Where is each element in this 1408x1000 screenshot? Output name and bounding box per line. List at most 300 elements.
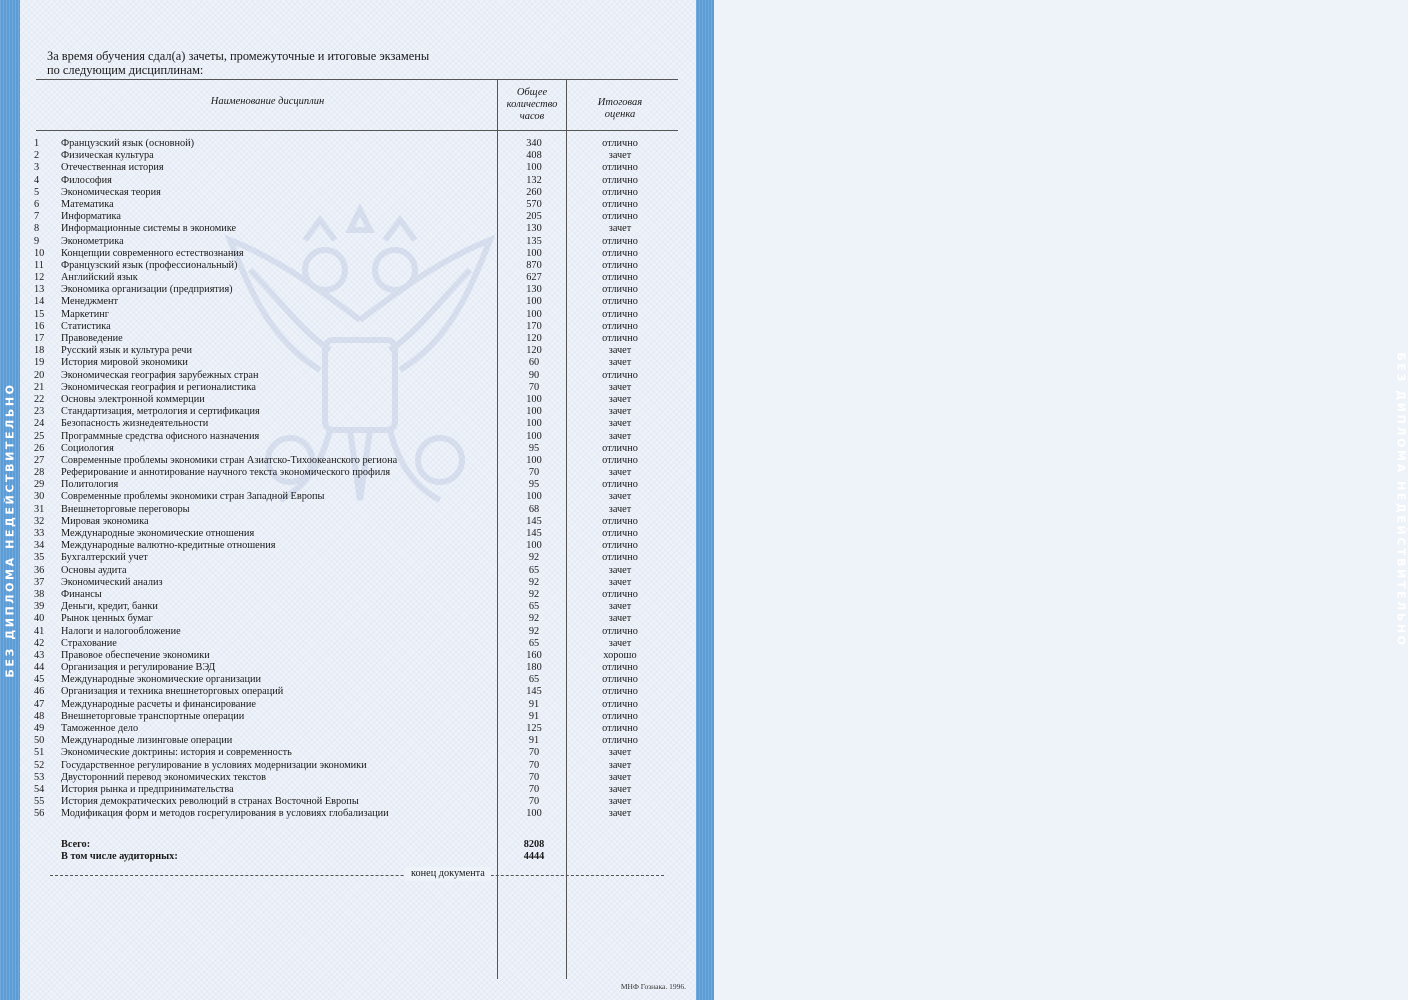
discipline-grade: отлично [602, 674, 638, 686]
discipline-grade: отлично [602, 588, 638, 600]
discipline-hours: 92 [528, 552, 540, 564]
row-number: 18 [34, 345, 45, 357]
row-number: 14 [34, 296, 45, 308]
discipline-hours: 70 [528, 381, 540, 393]
discipline-grade: отлично [602, 247, 638, 259]
discipline-hours: 100 [526, 418, 542, 430]
discipline-name: Безопасность жизнедеятельности [61, 418, 209, 430]
table-row [0, 808, 714, 820]
discipline-grade: зачет [608, 576, 632, 588]
discipline-hours: 60 [528, 357, 540, 369]
table-row [0, 601, 714, 613]
discipline-grade: зачет [608, 601, 632, 613]
discipline-hours: 100 [526, 540, 542, 552]
table-row [0, 321, 714, 333]
row-number: 53 [34, 771, 45, 783]
table-row [0, 699, 714, 711]
discipline-grade: отлично [602, 272, 638, 284]
table-row [0, 589, 714, 601]
discipline-name: Отечественная история [61, 162, 164, 174]
table-row [0, 626, 714, 638]
table-row [0, 284, 714, 296]
discipline-name: Информационные системы в экономике [61, 223, 237, 235]
discipline-grade: зачет [608, 771, 632, 783]
table-row [0, 650, 714, 662]
discipline-grade: отлично [602, 333, 638, 344]
discipline-hours: 205 [526, 211, 542, 223]
table-row [0, 345, 714, 357]
row-number: 48 [34, 710, 45, 722]
discipline-name: Организация и регулирование ВЭД [61, 662, 216, 674]
row-number: 23 [34, 406, 45, 418]
row-number: 2 [34, 150, 40, 162]
end-of-document-line [50, 875, 664, 876]
row-number: 41 [34, 625, 45, 637]
discipline-hours: 100 [526, 491, 542, 503]
discipline-grade: зачет [608, 637, 632, 649]
table-row [0, 504, 714, 516]
row-number: 26 [34, 442, 45, 454]
row-number: 17 [34, 333, 45, 344]
discipline-hours: 100 [526, 393, 542, 405]
discipline-grade: зачет [608, 418, 632, 430]
disciplines-table-body [0, 138, 714, 821]
table-row [0, 357, 714, 369]
discipline-name: Налоги и налогообложение [61, 625, 181, 637]
table-row [0, 175, 714, 187]
discipline-grade: зачет [608, 503, 632, 515]
discipline-name: Французский язык (основной) [61, 138, 195, 149]
discipline-grade: отлично [602, 162, 638, 174]
table-row [0, 248, 714, 260]
discipline-grade: зачет [608, 564, 632, 576]
row-number: 3 [34, 162, 40, 174]
table-row [0, 711, 714, 723]
table-row [0, 382, 714, 394]
left-band-text: БЕЗ ДИПЛОМА НЕДЕЙСТВИТЕЛЬНО [3, 382, 17, 678]
row-number: 9 [34, 235, 40, 247]
discipline-grade: зачет [608, 747, 632, 759]
discipline-grade: отлично [602, 235, 638, 247]
row-number: 50 [34, 735, 45, 747]
table-row [0, 784, 714, 796]
row-number: 38 [34, 588, 45, 600]
row-number: 39 [34, 601, 45, 613]
discipline-name: Информатика [61, 211, 121, 223]
row-number: 43 [34, 649, 45, 661]
table-row [0, 735, 714, 747]
discipline-hours: 135 [526, 235, 542, 247]
row-number: 45 [34, 674, 45, 686]
discipline-name: Двусторонний перевод экономических текстов [61, 771, 267, 783]
discipline-hours: 570 [526, 198, 542, 210]
discipline-name: Концепции современного естествознания [61, 247, 244, 259]
row-number: 49 [34, 723, 45, 734]
discipline-name: Внешнеторговые переговоры [61, 503, 190, 515]
discipline-grade: отлично [602, 308, 638, 320]
discipline-hours: 90 [528, 369, 540, 381]
heading-line-1: За время обучения сдал(а) зачеты, промежуточные и итоговые экзамены [47, 49, 430, 63]
row-number: 27 [34, 454, 45, 466]
discipline-name: Экономическая география и регионалистика [61, 381, 256, 393]
discipline-grade: отлично [602, 698, 638, 710]
discipline-name: Статистика [61, 320, 111, 332]
discipline-hours: 95 [528, 479, 540, 491]
discipline-name: Рынок ценных бумаг [61, 613, 153, 625]
discipline-name: Деньги, кредит, банки [61, 601, 158, 613]
table-row [0, 162, 714, 174]
table-row [0, 796, 714, 808]
table-row [0, 467, 714, 479]
discipline-hours: 145 [526, 528, 542, 539]
discipline-grade: зачет [608, 808, 632, 820]
discipline-name: Международные валютно-кредитные отношения [61, 540, 276, 552]
table-row [0, 565, 714, 577]
discipline-name: Мировая экономика [61, 515, 149, 527]
header-hours-line-2: количество [506, 99, 558, 110]
table-row [0, 772, 714, 784]
row-number: 4 [34, 174, 40, 186]
table-row [0, 272, 714, 284]
discipline-grade: отлично [602, 198, 638, 210]
discipline-hours: 92 [528, 613, 540, 625]
discipline-name: Основы электронной коммерции [61, 393, 205, 405]
discipline-grade: зачет [608, 345, 632, 357]
row-number: 55 [34, 796, 45, 808]
row-number: 47 [34, 698, 45, 710]
table-row [0, 187, 714, 199]
page-heading [47, 49, 487, 77]
discipline-name: Менеджмент [61, 296, 118, 308]
discipline-name: Физическая культура [61, 150, 154, 162]
table-row [0, 223, 714, 235]
row-number: 12 [34, 272, 45, 284]
table-row [0, 747, 714, 759]
table-row [0, 479, 714, 491]
discipline-hours: 145 [526, 686, 542, 698]
header-grade-line-2: оценка [604, 109, 636, 120]
discipline-name: Правовое обеспечение экономики [61, 649, 210, 661]
table-top-rule [36, 79, 678, 80]
row-number: 28 [34, 467, 45, 479]
table-row [0, 455, 714, 467]
total-hours-value: 8208 [523, 839, 545, 850]
table-row [0, 296, 714, 308]
row-number: 11 [34, 259, 44, 271]
discipline-name: История мировой экономики [61, 357, 188, 369]
discipline-hours: 100 [526, 406, 542, 418]
discipline-hours: 70 [528, 783, 540, 795]
discipline-hours: 100 [526, 162, 542, 174]
row-number: 46 [34, 686, 45, 698]
table-row [0, 516, 714, 528]
discipline-hours: 92 [528, 588, 540, 600]
discipline-name: Экономический анализ [61, 576, 163, 588]
discipline-grade: отлично [602, 686, 638, 698]
discipline-grade: отлично [602, 479, 638, 491]
row-number: 40 [34, 613, 45, 625]
discipline-hours: 132 [526, 174, 542, 186]
table-row [0, 431, 714, 443]
discipline-hours: 160 [526, 649, 542, 661]
discipline-hours: 70 [528, 467, 540, 479]
table-row [0, 540, 714, 552]
discipline-hours: 125 [526, 723, 542, 734]
printer-imprint: МНФ Гознака. 1996. [620, 982, 686, 991]
table-row [0, 236, 714, 248]
row-number: 51 [34, 747, 45, 759]
row-number: 22 [34, 393, 45, 405]
discipline-grade: отлично [602, 552, 638, 564]
discipline-name: Экономические доктрины: история и современность [61, 747, 292, 759]
discipline-grade: отлично [602, 320, 638, 332]
header-hours-line-1: Общее [516, 87, 548, 98]
discipline-grade: зачет [608, 491, 632, 503]
row-number: 34 [34, 540, 45, 552]
discipline-hours: 68 [528, 503, 540, 515]
discipline-hours: 180 [526, 662, 542, 674]
discipline-grade: отлично [602, 369, 638, 381]
table-row [0, 686, 714, 698]
table-row [0, 370, 714, 382]
discipline-name: Экономическая теория [61, 186, 161, 198]
row-number: 35 [34, 552, 45, 564]
discipline-name: Международные экономические отношения [61, 528, 255, 539]
discipline-name: Государственное регулирование в условиях модернизации экономики [61, 759, 367, 771]
table-row [0, 406, 714, 418]
table-row [0, 138, 714, 150]
row-number: 44 [34, 662, 45, 674]
discipline-hours: 100 [526, 308, 542, 320]
row-number: 19 [34, 357, 45, 369]
table-row [0, 760, 714, 772]
discipline-hours: 92 [528, 576, 540, 588]
discipline-hours: 70 [528, 747, 540, 759]
discipline-hours: 130 [526, 284, 542, 296]
discipline-name: Современные проблемы экономики стран Западной Европы [61, 491, 325, 503]
discipline-grade: отлично [602, 735, 638, 747]
table-row [0, 211, 714, 223]
discipline-hours: 340 [526, 138, 542, 149]
discipline-name: Английский язык [61, 272, 138, 284]
discipline-hours: 91 [528, 698, 540, 710]
discipline-grade: зачет [608, 381, 632, 393]
table-row [0, 723, 714, 735]
discipline-name: Маркетинг [61, 308, 109, 320]
discipline-hours: 627 [526, 272, 542, 284]
table-row [0, 662, 714, 674]
classroom-hours-label: В том числе аудиторных: [61, 851, 178, 862]
discipline-grade: зачет [608, 223, 632, 235]
header-hours-line-3: часов [519, 111, 545, 122]
table-row [0, 674, 714, 686]
row-number: 8 [34, 223, 40, 235]
discipline-grade: зачет [608, 150, 632, 162]
discipline-grade: отлично [602, 625, 638, 637]
discipline-grade: отлично [602, 186, 638, 198]
row-number: 24 [34, 418, 45, 430]
table-row [0, 260, 714, 272]
discipline-hours: 100 [526, 296, 542, 308]
discipline-grade: зачет [608, 430, 632, 442]
discipline-name: Экономическая география зарубежных стран [61, 369, 259, 381]
discipline-grade: отлично [602, 211, 638, 223]
discipline-name: Стандартизация, метрология и сертификация [61, 406, 260, 418]
discipline-name: Таможенное дело [61, 723, 139, 734]
table-row [0, 577, 714, 589]
discipline-hours: 870 [526, 259, 542, 271]
table-header-rule [36, 130, 678, 131]
discipline-hours: 260 [526, 186, 542, 198]
totals-values [497, 839, 571, 863]
discipline-hours: 91 [528, 735, 540, 747]
discipline-name: Французский язык (профессиональный) [61, 259, 238, 271]
classroom-hours-value: 4444 [523, 851, 545, 862]
header-grade-line-1: Итоговая [597, 97, 643, 108]
discipline-name: Организация и техника внешнеторговых операций [61, 686, 284, 698]
discipline-hours: 70 [528, 796, 540, 808]
row-number: 42 [34, 637, 45, 649]
discipline-grade: отлично [602, 540, 638, 552]
table-row [0, 309, 714, 321]
table-row [0, 443, 714, 455]
discipline-name: Модификация форм и методов госрегулирования в условиях глобализации [61, 808, 389, 820]
discipline-name: История рынка и предпринимательства [61, 783, 234, 795]
header-discipline-name: Наименование дисциплин [210, 96, 325, 107]
discipline-hours: 70 [528, 759, 540, 771]
table-row [0, 150, 714, 162]
discipline-grade: отлично [602, 515, 638, 527]
row-number: 21 [34, 381, 45, 393]
table-row [0, 638, 714, 650]
discipline-name: Русский язык и культура речи [61, 345, 192, 357]
row-number: 56 [34, 808, 45, 820]
discipline-name: История демократических революций в странах Восточной Европы [61, 796, 359, 808]
discipline-hours: 145 [526, 515, 542, 527]
discipline-grade: отлично [602, 138, 638, 149]
row-number: 32 [34, 515, 45, 527]
discipline-name: Политология [61, 479, 119, 491]
discipline-name: Основы аудита [61, 564, 127, 576]
discipline-hours: 95 [528, 442, 540, 454]
discipline-name: Реферирование и аннотирование научного текста экономического профиля [61, 467, 391, 479]
discipline-name: Финансы [61, 588, 102, 600]
table-row [0, 333, 714, 345]
discipline-grade: отлично [602, 174, 638, 186]
row-number: 36 [34, 564, 45, 576]
discipline-grade: отлично [602, 259, 638, 271]
heading-line-2: по следующим дисциплинам: [47, 63, 204, 77]
discipline-hours: 408 [526, 150, 542, 162]
discipline-name: Философия [61, 174, 112, 186]
discipline-name: Бухгалтерский учет [61, 552, 148, 564]
discipline-grade: отлично [602, 442, 638, 454]
discipline-hours: 100 [526, 247, 542, 259]
discipline-name: Внешнеторговые транспортные операции [61, 710, 245, 722]
discipline-grade: зачет [608, 406, 632, 418]
discipline-name: Международные лизинговые операции [61, 735, 233, 747]
discipline-name: Социология [61, 442, 114, 454]
discipline-hours: 65 [528, 674, 540, 686]
discipline-name: Программные средства офисного назначения [61, 430, 260, 442]
table-row [0, 613, 714, 625]
row-number: 52 [34, 759, 45, 771]
row-number: 37 [34, 576, 45, 588]
discipline-name: Современные проблемы экономики стран Азиатско-Тихоокеанского региона [61, 454, 398, 466]
discipline-hours: 70 [528, 771, 540, 783]
discipline-hours: 91 [528, 710, 540, 722]
discipline-grade: зачет [608, 613, 632, 625]
row-number: 25 [34, 430, 45, 442]
total-hours-label: Всего: [61, 839, 91, 850]
discipline-hours: 100 [526, 430, 542, 442]
discipline-name: Международные экономические организации [61, 674, 262, 686]
table-row [0, 199, 714, 211]
discipline-grade: отлично [602, 284, 638, 296]
row-number: 7 [34, 211, 40, 223]
row-number: 33 [34, 528, 45, 539]
row-number: 13 [34, 284, 45, 296]
discipline-grade: зачет [608, 759, 632, 771]
row-number: 29 [34, 479, 45, 491]
discipline-hours: 130 [526, 223, 542, 235]
discipline-grade: отлично [602, 723, 638, 734]
table-row [0, 552, 714, 564]
discipline-name: Экономика организации (предприятия) [61, 284, 233, 296]
header-total-hours [497, 87, 567, 123]
totals-labels [61, 839, 178, 863]
row-number: 54 [34, 783, 45, 795]
discipline-grade: зачет [608, 796, 632, 808]
row-number: 5 [34, 186, 40, 198]
discipline-hours: 170 [526, 320, 542, 332]
table-row [0, 418, 714, 430]
discipline-grade: отлично [602, 454, 638, 466]
discipline-grade: зачет [608, 393, 632, 405]
discipline-hours: 100 [526, 808, 542, 820]
discipline-hours: 65 [528, 564, 540, 576]
end-of-document-label: конец документа [405, 867, 491, 881]
row-number: 30 [34, 491, 45, 503]
discipline-hours: 65 [528, 601, 540, 613]
discipline-hours: 92 [528, 625, 540, 637]
discipline-name: Эконометрика [61, 235, 124, 247]
row-number: 15 [34, 308, 45, 320]
discipline-grade: отлично [602, 296, 638, 308]
discipline-hours: 100 [526, 454, 542, 466]
discipline-grade: отлично [602, 662, 638, 674]
discipline-name: Страхование [61, 637, 117, 649]
discipline-hours: 65 [528, 637, 540, 649]
row-number: 16 [34, 320, 45, 332]
discipline-grade: хорошо [603, 649, 637, 661]
discipline-name: Правоведение [61, 333, 123, 344]
discipline-hours: 120 [526, 345, 542, 357]
row-number: 6 [34, 198, 40, 210]
row-number: 10 [34, 247, 45, 259]
discipline-grade: отлично [602, 710, 638, 722]
table-row [0, 491, 714, 503]
discipline-grade: зачет [608, 357, 632, 369]
discipline-grade: отлично [602, 528, 638, 539]
discipline-hours: 120 [526, 333, 542, 344]
table-row [0, 528, 714, 540]
discipline-grade: зачет [608, 783, 632, 795]
header-final-grade [566, 97, 674, 121]
row-number: 1 [34, 138, 40, 149]
discipline-name: Математика [61, 198, 114, 210]
table-row [0, 394, 714, 406]
